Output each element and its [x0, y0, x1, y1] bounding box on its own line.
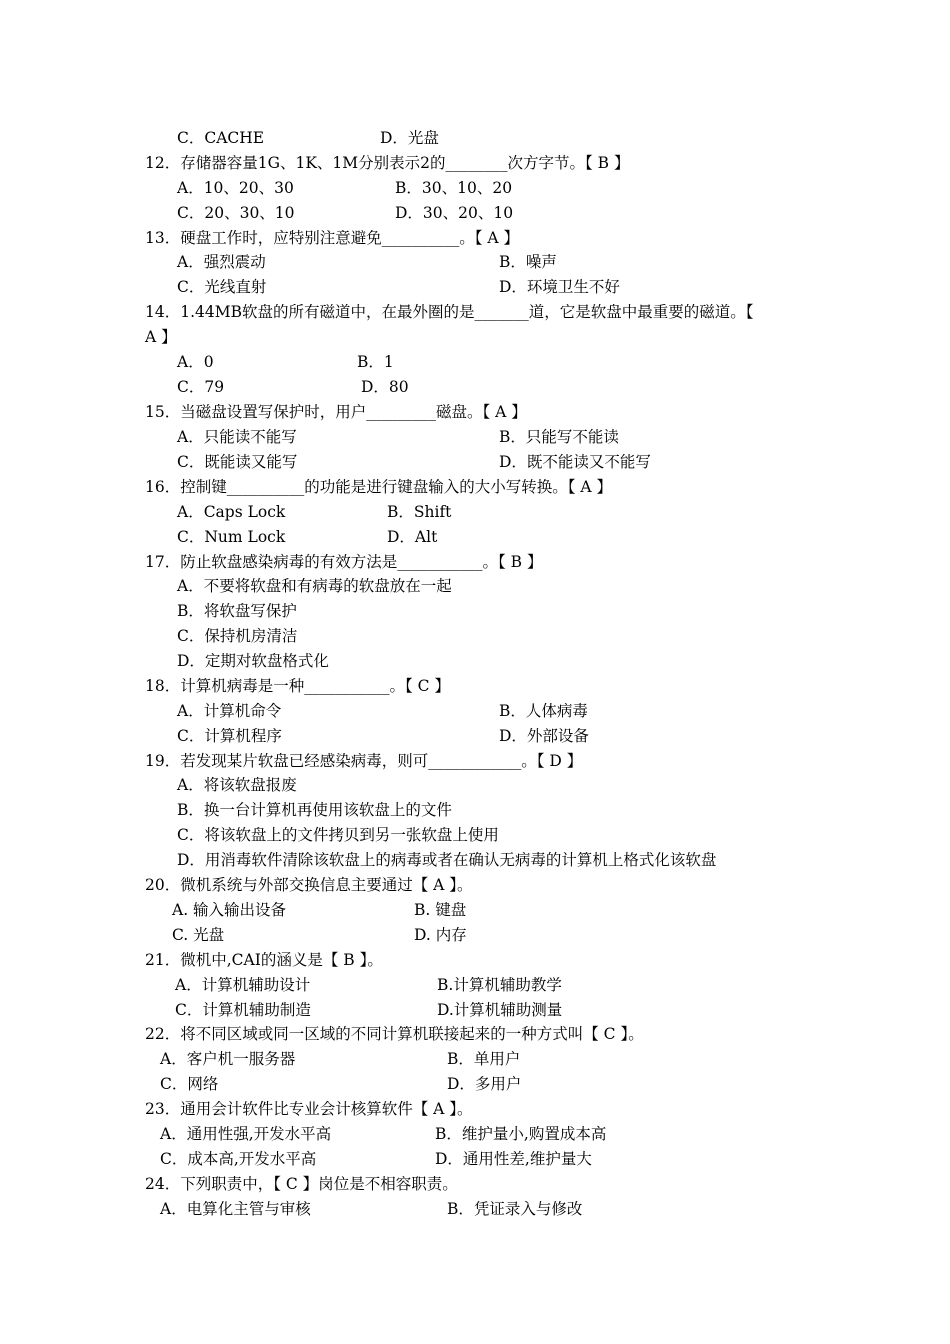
option-a: A．Caps Lock: [177, 503, 286, 521]
question-13: 13．硬盘工作时，应特别注意避免__________。【 A 】: [145, 229, 520, 247]
question-18: 18．计算机病毒是一种___________。【 C 】: [145, 677, 450, 695]
option-a: A．计算机命令: [177, 702, 282, 720]
option-b: B．1: [357, 353, 394, 371]
option-c: C．既能读又能写: [177, 453, 298, 471]
option-b: B．Shift: [387, 503, 452, 521]
option-d: D．多用户: [447, 1075, 522, 1093]
option-b: B．噪声: [499, 253, 557, 271]
option-d: D．外部设备: [499, 727, 589, 745]
option-b: B．维护量小,购置成本高: [435, 1125, 607, 1143]
option-a: A．只能读不能写: [177, 428, 297, 446]
option-a: A．强烈震动: [177, 253, 266, 271]
option-a: A．10、20、30: [177, 179, 294, 197]
option-a: A. 输入输出设备: [172, 901, 287, 919]
question-20: 20．微机系统与外部交换信息主要通过【 A 】。: [145, 876, 473, 894]
question-21: 21．微机中,CAI的涵义是【 B 】。: [145, 951, 383, 969]
option-d: D．环境卫生不好: [499, 278, 620, 296]
option-b: B．30、10、20: [395, 179, 513, 197]
option-b: B．将软盘写保护: [177, 602, 297, 620]
option-c: C．Num Lock: [177, 528, 286, 546]
option-c: C．光线直射: [177, 278, 267, 296]
question-17: 17．防止软盘感染病毒的有效方法是___________。【 B 】: [145, 553, 543, 571]
question-14-answer: A 】: [145, 328, 177, 346]
question-19: 19．若发现某片软盘已经感染病毒，则可____________。【 D 】: [145, 752, 583, 770]
option-a: A．不要将软盘和有病毒的软盘放在一起: [177, 577, 452, 595]
option-c: C．网络: [160, 1075, 219, 1093]
option-b: B．只能写不能读: [499, 428, 619, 446]
option-a: A．0: [177, 353, 214, 371]
option-d: D．定期对软盘格式化: [177, 652, 329, 670]
option-b: B．单用户: [447, 1050, 521, 1068]
option-c: C．计算机辅助制造: [175, 1001, 311, 1019]
option-d: D．80: [361, 378, 409, 396]
option-d: D．30、20、10: [395, 204, 514, 222]
option-a: A．将该软盘报废: [177, 776, 297, 794]
option-c: C．成本高,开发水平高: [160, 1150, 317, 1168]
option-d: D．既不能读又不能写: [499, 453, 651, 471]
option-d: D．光盘: [380, 129, 439, 147]
option-c: C. 光盘: [172, 926, 225, 944]
option-c: C．20、30、10: [177, 204, 295, 222]
option-b: B.计算机辅助教学: [437, 976, 562, 994]
option-c: C．计算机程序: [177, 727, 282, 745]
question-16: 16．控制键__________的功能是进行键盘输入的大小写转换。【 A 】: [145, 478, 613, 496]
option-d: D．用消毒软件清除该软盘上的病毒或者在确认无病毒的计算机上格式化该软盘: [177, 851, 717, 869]
option-a: A．客户机一服务器: [160, 1050, 296, 1068]
option-d: D．通用性差,维护量大: [435, 1150, 592, 1168]
option-c: C．将该软盘上的文件拷贝到另一张软盘上使用: [177, 826, 499, 844]
option-b: B．凭证录入与修改: [447, 1200, 583, 1218]
option-d: D. 内存: [414, 926, 467, 944]
question-22: 22．将不同区域或同一区域的不同计算机联接起来的一种方式叫【 C 】。: [145, 1025, 644, 1043]
option-c: C．79: [177, 378, 225, 396]
option-a: A．通用性强,开发水平高: [160, 1125, 332, 1143]
option-c: C．保持机房清洁: [177, 627, 298, 645]
option-a: A．计算机辅助设计: [175, 976, 311, 994]
question-15: 15．当磁盘设置写保护时，用户_________磁盘。【 A 】: [145, 403, 527, 421]
option-d: D.计算机辅助测量: [437, 1001, 563, 1019]
option-a: A．电算化主管与审核: [160, 1200, 311, 1218]
option-b: B．人体病毒: [499, 702, 588, 720]
option-c: C．CACHE: [177, 129, 265, 147]
question-14: 14．1.44MB软盘的所有磁道中，在最外圈的是_______道，它是软盘中最重要的磁道。【: [145, 303, 754, 321]
option-b: B．换一台计算机再使用该软盘上的文件: [177, 801, 452, 819]
question-24: 24．下列职责中，【 C 】岗位是不相容职责。: [145, 1175, 458, 1193]
question-12: 12．存储器容量1G、1K、1M分别表示2的________次方字节。【 B 】: [145, 154, 630, 172]
question-23: 23．通用会计软件比专业会计核算软件【 A 】。: [145, 1100, 473, 1118]
option-d: D．Alt: [387, 528, 438, 546]
option-b: B. 键盘: [414, 901, 467, 919]
